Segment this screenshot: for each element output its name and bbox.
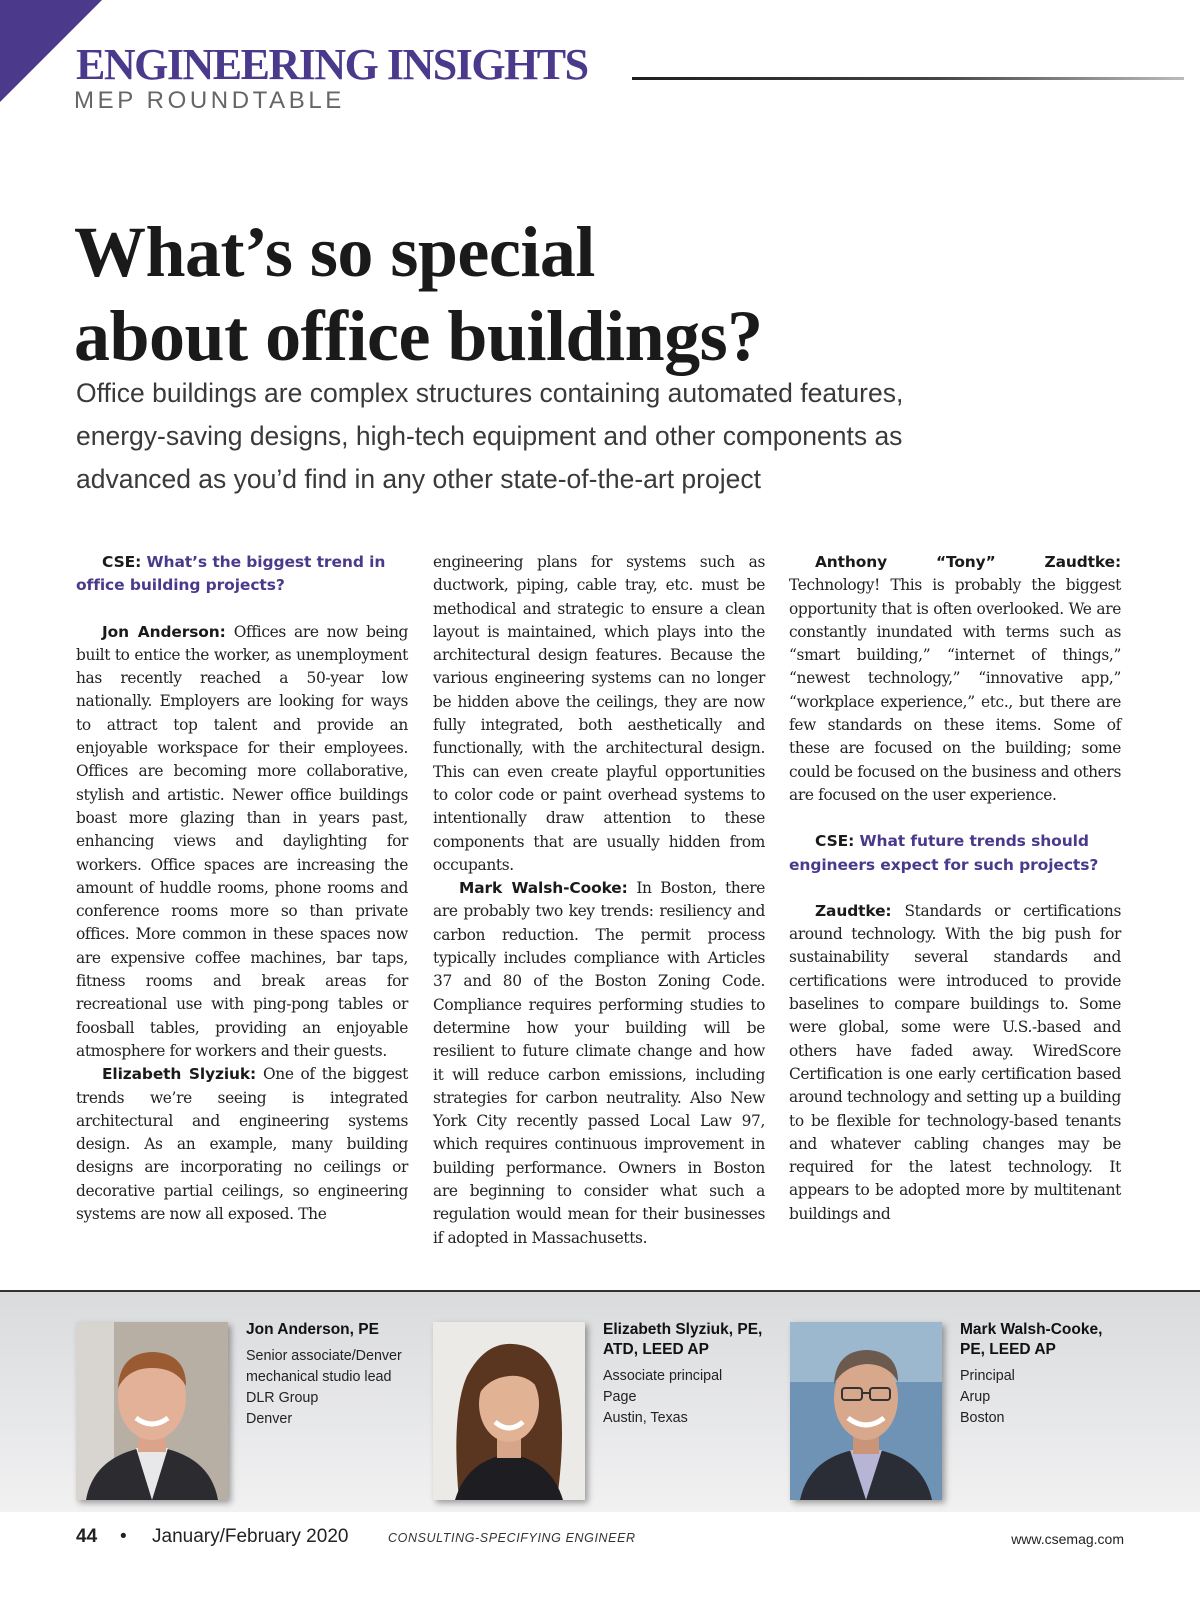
bio-line: mechanical studio lead [246,1369,392,1385]
deck-line: advanced as you’d find in any other state-of-the-art project [76,464,761,494]
bio-line: Associate principal [603,1368,723,1384]
publication-name: CONSULTING-SPECIFYING ENGINEER [388,1531,636,1545]
question-label: CSE: [815,832,855,851]
bio-line: Arup [960,1389,991,1405]
question-2 [789,830,1121,877]
bio-line: DLR Group [246,1390,319,1406]
headshot-photo [790,1322,942,1500]
deck-line: Office buildings are complex structures containing automated features, [76,378,904,408]
answer-zaudtke [789,551,1121,807]
speaker-name: Anthony “Tony” Zaudtke: [815,553,1121,571]
bio-name: Elizabeth Slyziuk, PE, ATD, LEED AP [603,1321,763,1358]
question-1 [76,551,408,598]
answer-walsh-cooke [433,877,765,1250]
answer-text: Standards or certifications around technology. With the big push for sustainability several standards and certifications were introduced to provide baselines to compare buildings to. Some were global, some were U.S.-based and others have faded away. WiredScore Certification is one early certification based around technology and setting up a building to be flexible for technology-based tenants and whatever cabling changes may be required for the latest technology. It appears to be adopted more by multitenant buildings and [789,901,1122,1223]
bio-line: Boston [960,1410,1005,1426]
headshot-photo [76,1322,228,1500]
bio-line: Denver [246,1411,293,1427]
speaker-name: Elizabeth Slyziuk: [102,1065,257,1084]
issue-date: January/February 2020 [152,1526,349,1547]
section-title: ENGINEERING INSIGHTS [76,40,588,89]
contributor-bios [0,1290,1200,1512]
website-url: www.csemag.com [1011,1531,1124,1547]
bio-text [960,1320,1130,1429]
headshot-photo [433,1322,585,1500]
headline-line: What’s so special [74,212,595,292]
section-rule [632,77,1184,80]
article-headline [74,210,763,378]
speaker-name: Zaudtke: [815,901,892,920]
question-text: What’s the biggest trend in office building projects? [76,553,386,595]
article-deck [76,372,1156,501]
bio-line: Page [603,1389,637,1405]
bio-text [246,1320,416,1430]
question-label: CSE: [102,553,142,571]
deck-line: energy-saving designs, high-tech equipment and other components as [76,421,903,451]
answer-text: One of the biggest trends we’re seeing is integrated architectural and engineering systems design. As an example, many building designs are incorporating no ceilings or decorative partial ceilings, so engineering systems are now all exposed. The [76,1065,408,1224]
bio-line: Austin, Texas [603,1410,688,1426]
answer-anderson [76,621,408,1064]
section-subtitle: MEP ROUNDTABLE [74,87,345,114]
speaker-name: Mark Walsh-Cooke: [459,879,628,898]
text-column-2 [433,551,765,1250]
bio-line: Senior associate/Denver [246,1348,402,1364]
answer-slyziuk-continued: engineering plans for systems such as ductwork, piping, cable tray, etc. must be methodical and strategic to ensure a clean layout is maintained, which plays into the architectural design features. Because the various engineering systems can no longer be hidden above the ceilings, they are now fully integrated, both aesthetically and functionally, with the architectural design. This can even create playful opportunities to color code or paint overhead systems to intentionally draw attention to these components that are usually hidden from occupants. [433,553,765,874]
question-text: What future trends should engineers expect for such projects? [789,832,1099,874]
answer-text: In Boston, there are probably two key trends: resiliency and carbon reduction. The permit process typically includes compliance with Articles 37 and 80 of the Boston Zoning Code. Compliance requires performing studies to determine how your building will be resilient to future climate change and how it will reduce carbon emissions, including strategies for carbon neutrality. Also New York City recently passed Local Law 97, which requires continuous improvement in building performance. Owners in Boston are beginning to consider what such a regulation would mean for their businesses if adopted in Massachusetts. [433,879,766,1247]
headline-line: about office buildings? [74,296,763,376]
text-column-1 [76,551,408,1226]
answer-slyziuk [76,1063,408,1226]
bio-text [603,1320,773,1429]
bio-name: Mark Walsh-Cooke, PE, LEED AP [960,1321,1103,1358]
bio-name: Jon Anderson, PE [246,1321,379,1338]
page-number: 44 [76,1526,98,1547]
bio-line: Principal [960,1368,1015,1384]
answer-zaudtke-2 [789,900,1121,1226]
speaker-name: Jon Anderson: [102,622,226,641]
answer-text: Technology! This is probably the biggest opportunity that is often overlooked. We are constantly inundated with terms such as “smart building,” “internet of things,” “newest technology,” “innovative app,” “workplace experience,” etc., but there are few standards on these items. Some of these are focused on the building; some could be focused on the business and others are focused on the user experience. [789,576,1121,804]
answer-text: Offices are now being built to entice the worker, as unemployment has recently reached a 50-year low nationally. Employers are looking for ways to attract top talent and provide an enjoyable workspace for their employees. Offices are becoming more collaborative, stylish and artistic. Newer office buildings boast more glazing than in years past, enhancing views and daylighting for workers. Office spaces are increasing the amount of huddle rooms, phone rooms and conference rooms more so than private offices. More common in these spaces now are expensive coffee machines, bar taps, fitness rooms and break areas for recreational use with ping-pong tables or foosball tables, providing an enjoyable atmosphere for workers and their guests. [76,622,409,1060]
footer-bullet: • [120,1526,127,1547]
text-column-3 [789,551,1121,1226]
